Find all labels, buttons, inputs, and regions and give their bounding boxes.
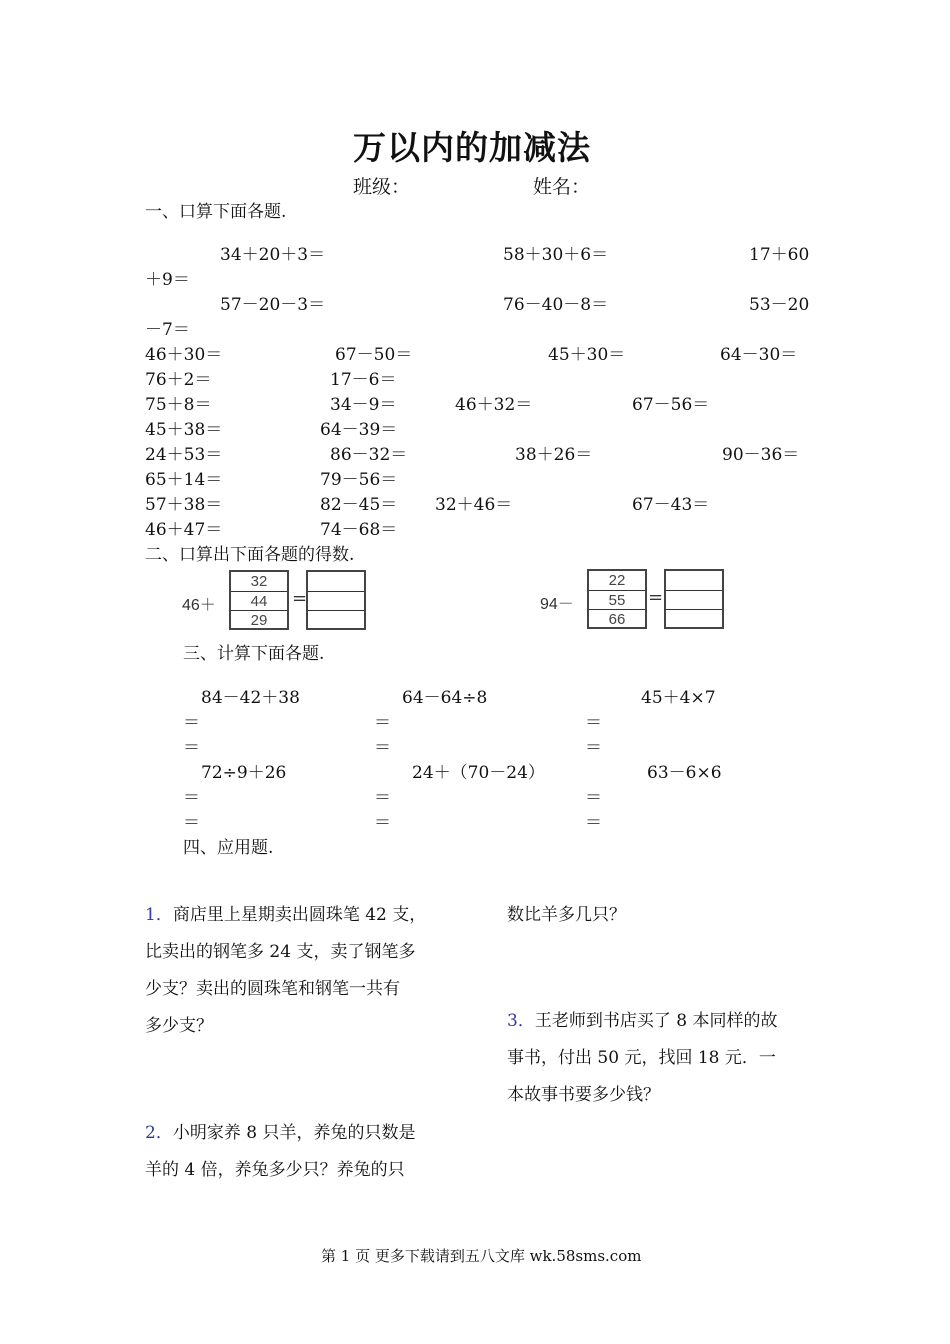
word-problem-1	[145, 897, 465, 1045]
answer-box	[306, 570, 366, 630]
calc-item: 57＋38＝	[145, 495, 223, 515]
page-footer: 第 1 页 更多下载请到五八文库 wk.58sms.com	[321, 1247, 642, 1265]
calc-item: 76＋2＝	[145, 370, 212, 390]
section3-heading: 三、计算下面各题.	[183, 644, 325, 664]
equals-line: ＝	[374, 738, 391, 758]
calc-item: 74－68＝	[320, 520, 398, 540]
calc-item: 67－50＝	[335, 345, 413, 365]
calc-item: 24＋53＝	[145, 445, 223, 465]
equals-line: ＝	[585, 813, 602, 833]
calc-item: 46＋30＝	[145, 345, 223, 365]
calc-item: 34－9＝	[330, 395, 397, 415]
equals-line: ＝	[374, 713, 391, 733]
problem-dot: ．	[517, 1011, 535, 1031]
problem-number: 2	[145, 1123, 156, 1143]
problem-number: 1	[145, 905, 156, 925]
answer-cell	[666, 571, 722, 590]
expression: 24＋（70－24）	[412, 763, 545, 783]
number-cell: 32	[250, 573, 268, 590]
equals-sign: =	[648, 587, 664, 608]
name-label: 姓名：	[533, 176, 591, 198]
problem-text-line: 比卖出的钢笔多 24 支，卖了钢笔多	[145, 942, 416, 962]
answer-cell	[666, 609, 722, 629]
calc-item: －7＝	[145, 320, 190, 340]
expression: 64－64÷8	[402, 688, 488, 708]
calc-item: ＋9＝	[145, 270, 190, 290]
calc-item: 67－43＝	[632, 495, 710, 515]
number-cell: 44	[231, 591, 287, 611]
calc-item: 45＋30＝	[548, 345, 626, 365]
answer-cell	[308, 610, 364, 630]
calc-item: 64－39＝	[320, 420, 398, 440]
equals-line: ＝	[374, 813, 391, 833]
calc-item: 32＋46＝	[435, 495, 513, 515]
group-operand: 46＋	[182, 597, 216, 614]
section2-heading: 二、口算出下面各题的得数.	[145, 545, 355, 565]
problem-number: 3	[507, 1011, 518, 1031]
calc-item: 34＋20＋3＝	[220, 245, 326, 265]
calc-item: 90－36＝	[722, 445, 800, 465]
calc-item: 64－30＝	[720, 345, 798, 365]
equals-sign: =	[292, 588, 308, 609]
problem-dot: ．	[155, 905, 173, 925]
calc-item: 46＋32＝	[455, 395, 533, 415]
calc-item: 67－56＝	[632, 395, 710, 415]
number-cell: 29	[231, 610, 287, 630]
class-label: 班级：	[353, 176, 411, 198]
equals-line: ＝	[585, 713, 602, 733]
mental-calc-group-1	[182, 570, 372, 632]
equals-line: ＝	[183, 813, 200, 833]
number-cell: 66	[589, 609, 645, 629]
numbers-box	[229, 570, 289, 630]
number-cell: 22	[608, 572, 626, 589]
problem-dot: ．	[155, 1123, 173, 1143]
equals-line: ＝	[585, 738, 602, 758]
equals-line: ＝	[183, 738, 200, 758]
calc-item: 82－45＝	[320, 495, 398, 515]
calc-item: 57－20－3＝	[220, 295, 326, 315]
answer-cell	[308, 572, 364, 591]
number-cell: 55	[589, 590, 645, 610]
answer-cell	[666, 590, 722, 610]
problem-text-line: 商店里上星期卖出圆珠笔 42 支，	[172, 905, 427, 925]
answer-cell	[308, 591, 364, 611]
equals-line: ＝	[585, 788, 602, 808]
mental-calc-group-2	[540, 569, 730, 631]
problem-text-line: 王老师到书店买了 8 本同样的故	[534, 1011, 778, 1031]
numbers-box	[587, 569, 647, 629]
calc-item: 75＋8＝	[145, 395, 212, 415]
word-problem-3	[507, 1003, 817, 1114]
expression: 45＋4×7	[641, 688, 716, 708]
calc-item: 46＋47＝	[145, 520, 223, 540]
calc-item: 58＋30＋6＝	[503, 245, 609, 265]
problem-text-line: 多少支？	[145, 1016, 213, 1036]
calc-item: 76－40－8＝	[503, 295, 609, 315]
section1-heading: 一、口算下面各题.	[145, 202, 287, 222]
expression: 72÷9＋26	[201, 763, 287, 783]
problem-text-line: 少支？卖出的圆珠笔和钢笔一共有	[145, 979, 400, 999]
problem-text-line: 事书，付出 50 元，找回 18 元．一	[507, 1048, 776, 1068]
calc-item: 53－20	[749, 295, 810, 315]
problem-text-line: 小明家养 8 只羊，养兔的只数是	[172, 1123, 416, 1143]
calc-item: 65＋14＝	[145, 470, 223, 490]
page-title: 万以内的加减法	[353, 128, 591, 167]
calc-item: 45＋38＝	[145, 420, 223, 440]
problem-text-line: 数比羊多几只？	[507, 905, 626, 925]
expression: 63－6×6	[647, 763, 722, 783]
problem-text-line: 羊的 4 倍，养兔多少只？养兔的只	[145, 1160, 405, 1180]
equals-line: ＝	[374, 788, 391, 808]
calc-item: 38＋26＝	[515, 445, 593, 465]
group-operand: 94－	[540, 596, 574, 613]
equals-line: ＝	[183, 788, 200, 808]
word-problem-2	[145, 1115, 465, 1189]
calc-item: 86－32＝	[330, 445, 408, 465]
calc-item: 17－6＝	[330, 370, 397, 390]
section4-heading: 四、应用题.	[183, 838, 274, 858]
equals-line: ＝	[183, 713, 200, 733]
calc-item: 79－56＝	[320, 470, 398, 490]
calc-item: 17＋60	[749, 245, 810, 265]
answer-box	[664, 569, 724, 629]
word-problem-2-continued	[507, 897, 817, 934]
expression: 84－42＋38	[201, 688, 300, 708]
problem-text-line: 本故事书要多少钱？	[507, 1085, 660, 1105]
